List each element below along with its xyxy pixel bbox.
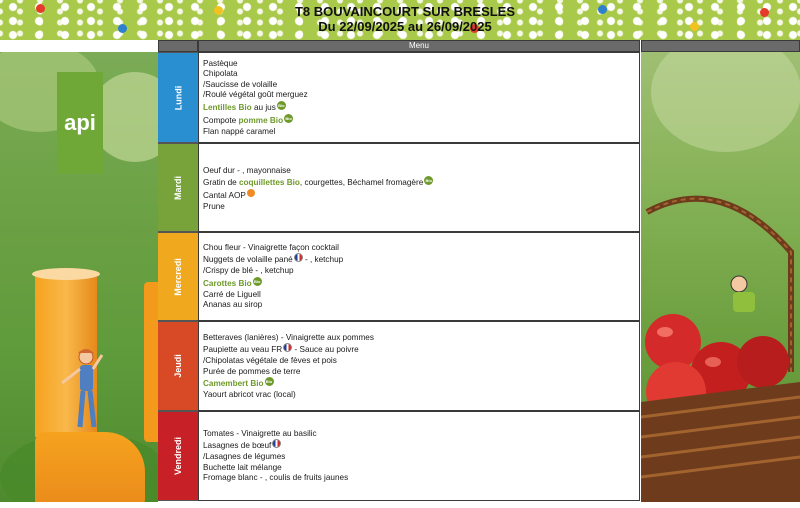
day-mardi-text: Mardi — [172, 175, 183, 200]
menu-title — [250, 4, 560, 34]
item-text-rest: - Sauce au poivre — [292, 345, 359, 355]
menu-item: Tomates - Vinaigrette au basilic — [203, 429, 317, 438]
header-right-cell — [641, 40, 800, 52]
menu-item: Chipolata — [203, 69, 238, 79]
right-decor-photo — [641, 52, 800, 502]
menu-box-vendredi — [198, 411, 640, 501]
bio-label-icon: Bio — [278, 102, 285, 108]
menu-item: Fromage blanc - , coulis de fruits jaunes — [203, 473, 349, 483]
bio-text: coquillettes Bio — [238, 178, 300, 188]
menu-box-mercredi — [198, 232, 640, 321]
bio-text: Carottes Bio — [203, 278, 252, 288]
aop-label-icon — [247, 189, 255, 197]
item-text: Lasagnes de bœuf — [203, 441, 272, 451]
menu-box-jeudi — [198, 321, 640, 411]
item-text: Nuggets de volaille pané — [203, 255, 293, 265]
title-dates: Du 22/09/2025 au 26/09/2025 — [318, 19, 492, 34]
confetti-dot — [118, 24, 127, 33]
menu-item: /Lasagnes de légumes — [203, 452, 286, 462]
bio-label-icon: Bio — [265, 379, 273, 385]
day-label-lundi — [158, 52, 198, 143]
french-origin-icon — [272, 439, 281, 448]
confetti-dot — [36, 4, 45, 13]
menu-item: Yaourt abricot vrac (local) — [203, 390, 296, 400]
item-text: Paupiette au veau FR — [203, 345, 283, 355]
menu-item: Chou fleur - Vinaigrette façon cocktail — [203, 243, 339, 252]
day-jeudi-text: Jeudi — [172, 354, 183, 378]
day-label-mercredi — [158, 232, 198, 321]
menu-item: Purée de pommes de terre — [203, 366, 301, 376]
day-label-mardi — [158, 143, 198, 232]
menu-item: Pastèque — [203, 59, 238, 68]
child-figure-icon — [56, 347, 116, 437]
menu-item — [203, 377, 639, 390]
item-text-rest: - , ketchup — [302, 255, 344, 265]
confetti-dot — [690, 22, 699, 31]
confetti-dot — [214, 6, 223, 15]
menu-item — [203, 176, 639, 189]
menu-box-mardi — [198, 143, 640, 232]
header-menu: Menu — [198, 40, 640, 52]
menu-item: Buchette lait mélange — [203, 462, 282, 472]
menu-item — [203, 114, 639, 127]
menu-item: Ananas au sirop — [203, 300, 263, 310]
title-school: T8 BOUVAINCOURT SUR BRESLES — [294, 4, 516, 19]
header-day-cell — [158, 40, 198, 52]
bio-text: Lentilles Bio — [203, 102, 252, 112]
menu-item — [203, 343, 639, 356]
menu-item: /Crispy de blé - , ketchup — [203, 266, 294, 276]
confetti-dot — [760, 8, 769, 17]
menu-item: Carré de Liguell — [203, 289, 261, 299]
day-mercredi-text: Mercredi — [173, 257, 183, 296]
bio-text: Camembert Bio — [203, 379, 264, 389]
menu-item — [203, 277, 639, 290]
french-origin-icon — [283, 343, 292, 352]
boot-rim — [32, 268, 100, 280]
day-vendredi-text: Vendredi — [172, 436, 183, 476]
item-text: Compote — [203, 115, 239, 125]
item-text: Gratin de — [203, 178, 239, 188]
top-banner — [0, 0, 800, 40]
header-spacer — [0, 40, 158, 52]
menu-item: /Roulé végétal goût merguez — [203, 90, 308, 100]
menu-item — [203, 189, 639, 202]
bio-label-icon: Bio — [285, 115, 292, 121]
day-lundi-text: Lundi — [173, 85, 183, 110]
boot-foot-illustration — [35, 432, 145, 502]
menu-item — [203, 439, 639, 452]
confetti-dot — [598, 5, 607, 14]
api-logo: api — [57, 72, 103, 174]
menu-item: Betteraves (lanières) - Vinaigrette aux pommes — [203, 333, 374, 342]
menu-item — [203, 101, 639, 114]
day-label-jeudi — [158, 321, 198, 411]
second-boot-illustration — [144, 282, 158, 442]
menu-item — [203, 253, 639, 266]
item-text: au jus — [251, 102, 276, 112]
item-text: Cantal AOP — [203, 191, 246, 201]
apple-basket-icon — [641, 192, 800, 502]
bio-label-icon: Bio — [425, 178, 432, 184]
menu-item: Flan nappé caramel — [203, 126, 276, 136]
day-label-vendredi — [158, 411, 198, 501]
menu-box-lundi — [198, 52, 640, 143]
item-text-rest: , courgettes, Béchamel fromagère — [299, 178, 424, 188]
bio-label-icon: Bio — [253, 278, 261, 284]
menu-item: /Chipolatas végétale de fèves et pois — [203, 356, 337, 366]
menu-item: Oeuf dur - , mayonnaise — [203, 166, 291, 175]
menu-item: /Saucisse de volaille — [203, 79, 278, 89]
french-origin-icon — [294, 253, 303, 262]
menu-item: Prune — [203, 202, 225, 212]
bio-text: pomme Bio — [238, 115, 284, 125]
